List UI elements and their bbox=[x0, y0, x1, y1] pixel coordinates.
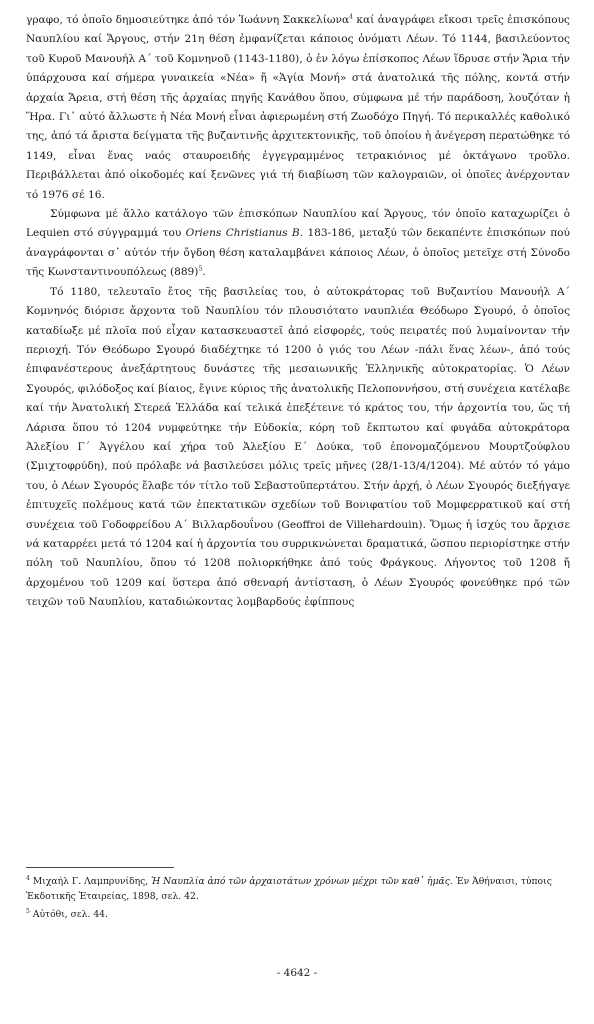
footnote-text-a: Αὐτόθι, σελ. 44. bbox=[32, 908, 108, 920]
footnotes bbox=[26, 872, 570, 923]
page-number: - 4642 - bbox=[276, 967, 318, 979]
footnote-text-b: . Ἐν Ἀθήναισι, τύποις Ἐκδοτικῆς Ἑταιρείας, 1898, σελ. 42. bbox=[26, 876, 552, 902]
paragraph-1-text-b: καί ἀναγράφει εἴκοσι τρεῖς ἐπισκόπους Ναυπλίου καί Ἄργους, στήν 21η θέση ἐμφανίζεται κάποιος ὀνόματι Λέων. Τό 1144, βασιλεύοντος τοῦ Κυροῦ Μανουήλ Α΄ τοῦ Κομνηνοῦ (1143-1180), ὁ ἐν λόγω ἐπίσκοπος Λέων ἵδρυσε στήν Ἄρια τήν ὑπάρχουσα καί σήμερα γυναικεία «Νέα» ἤ «Ἁγία Μονή» στά ἀνατολικά τῆς πόλης, κοντά στήν ἀρχαία Ἄρεια, στή θέση τῆς ἀρχαίας πηγῆς Κανάθου ὅπου, σύμφωνα μέ τήν παράδοση, λουζόταν ἡ Ἥρα. Γι᾽ αὐτό ἄλλωστε ἡ Νέα Μονή εἶναι ἀφιερωμένη στή Ζωοδόχο Πηγή. Τό περικαλλές καθολικό της, ἀπό τά ἄριστα δείγματα τῆς βυζαντινῆς ἀρχιτεκτονικῆς, τοῦ ὁποίου ἡ ἀνέγερση περατώθηκε τό 1149, εἶναι ἕνας ναός σταυροειδής ἐγγεγραμμένος τετρακιόνιος μέ ὀκτάγωνο τροῦλο. Περιβάλλεται ἀπό οἰκοδομές καί ξενῶνες γιά τή διαβίωση τῶν καλογραιῶν, οἱ ὁποῖες ἀνέρχονταν τό 1976 σέ 16. bbox=[26, 14, 570, 201]
footnote-book-title: Ἡ Ναυπλία ἀπό τῶν ἀρχαιοτάτων χρόνων μέχρι τῶν καθ᾽ ἡμᾶς bbox=[151, 876, 450, 888]
footnote-ref-5: 5 bbox=[198, 265, 203, 273]
paragraph-2 bbox=[26, 205, 570, 283]
footnote-4 bbox=[26, 872, 570, 905]
footnote-ref-4: 4 bbox=[349, 13, 353, 21]
footnote-text-a: Μιχαήλ Γ. Λαμπρυνίδης, bbox=[32, 876, 152, 888]
paragraph-2-book-title: Oriens Christianus B bbox=[185, 227, 300, 240]
footnote-number: 5 bbox=[26, 907, 30, 915]
paragraph-1-text-a: γραφο, τό ὁποῖο δημοσιεύτηκε ἀπό τόν Ἰωάννη Σακκελίωνα bbox=[26, 14, 350, 26]
footnote-number: 4 bbox=[26, 875, 30, 882]
paragraph-1 bbox=[26, 11, 570, 205]
paragraph-2-text-b: . 183-186, μεταξύ τῶν δεκαπέντε ἐπισκόπων πού ἀναγράφονται σ᾽ αὐτόν τήν ὄγδοη θέση καταλαμβάνει κάποιος Λέων, ὁ ὁποῖος μετεῖχε στή Σύνοδο τῆς Κωνσταντινουπόλεως (889) bbox=[26, 227, 570, 279]
paragraph-2-text-c: . bbox=[202, 266, 206, 279]
footnote-divider bbox=[26, 867, 174, 868]
main-text bbox=[26, 11, 570, 613]
paragraph-3-text: Τό 1180, τελευταῖο ἔτος τῆς βασιλείας του, ὁ αὐτοκράτορας τοῦ Βυζαντίου Μανουήλ Α΄ Κομνηνός διόρισε ἄρχοντα τοῦ Ναυπλίου τόν πλουσιότατο ναυπλιέα Θεόδωρο Σγουρό, ὁ ὁποῖος καταδίωξε μέ πλοῖα πού εἶχαν κατασκευαστεῖ ἀπό εἰσφορές, τούς πειρατές πού λυμαίνονταν τήν περιοχή. Τόν Θεόδωρο Σγουρό διαδέχτηκε τό 1200 ὁ γιός του Λέων -πάλι ἕνας λέων-, ἀπό τούς ἐπιφανέστερους ἀνεξάρτητους δυνάστες τῆς μεσαιωνικῆς Ἑλληνικῆς αὐτοκρατορίας. Ὁ Λέων Σγουρός, φιλόδοξος καί βίαιος, ἔγινε κύριος τῆς ἀνατολικῆς Πελοποννήσου, στή συνέχεια κατέλαβε καί τήν Ἀνατολική Στερεά Ἑλλάδα καί τελικά ἐπεξέτεινε τό κράτος του, τήν ἀρχοντία του, ὥς τή Λάρισα ὅπου τό 1204 νυμφεύτηκε τήν Εὐδοκία, κόρη τοῦ ἔκπτωτου καί φυγάδα αὐτοκράτορα Ἀλεξίου Γ΄ Ἀγγέλου καί χήρα τοῦ Ἀλεξίου Ε΄ Δούκα, τοῦ ἐπονομαζόμενου Μουρτζούφλου (Σμιχτοφρύδη), πού πρόλαβε νά βασιλεύσει μόλις τρεῖς μῆνες (28/1-13/4/1204). Μέ αὐτόν τό γάμο του, ὁ Λέων Σγουρός ἔλαβε τόν τίτλο τοῦ Σεβαστοϋπερτάτου. Στήν ἀρχή, ὁ Λέων Σγουρός διεξήγαγε ἐπιτυχεῖς πολέμους κατά τῶν ἐπεκτατικῶν σχεδίων τοῦ Βονιφατίου τοῦ Μομφερρατικοῦ καί στή συνέχεια τοῦ Γοδοφρείδου Α΄ Βιλλαρδουΐνου (Geoffroi de Villehardouin). Ὅμως ἡ ἰσχύς του ἄρχισε νά καταρρέει μετά τό 1204 καί ἡ ἀρχοντία του συρρικνώνεται δραματικά, ὥσπου περιορίστηκε στήν πόλη τοῦ Ναυπλίου, ὅπου τό 1208 πολιορκήθηκε ἀπό τούς Φράγκους. Λήγοντος τοῦ 1208 ἤ ἀρχομένου τοῦ 1209 καί ὕστερα ἀπό σθεναρή ἀντίσταση, ὁ Λέων Σγουρός φονεύθηκε πρό τῶν τειχῶν τοῦ Ναυπλίου, καταδιώκοντας λομβαρδούς ἐφίππους bbox=[26, 285, 570, 609]
footnote-5 bbox=[26, 905, 570, 923]
paragraph-3 bbox=[26, 283, 570, 613]
paragraph-2-text-a: Σύμφωνα μέ ἄλλο κατάλογο τῶν ἐπισκόπων Ναυπλίου καί Ἄργους, τόν ὁποῖο καταχωρίζει ὁ Lequien στό σύγγραμμά του bbox=[26, 208, 570, 240]
